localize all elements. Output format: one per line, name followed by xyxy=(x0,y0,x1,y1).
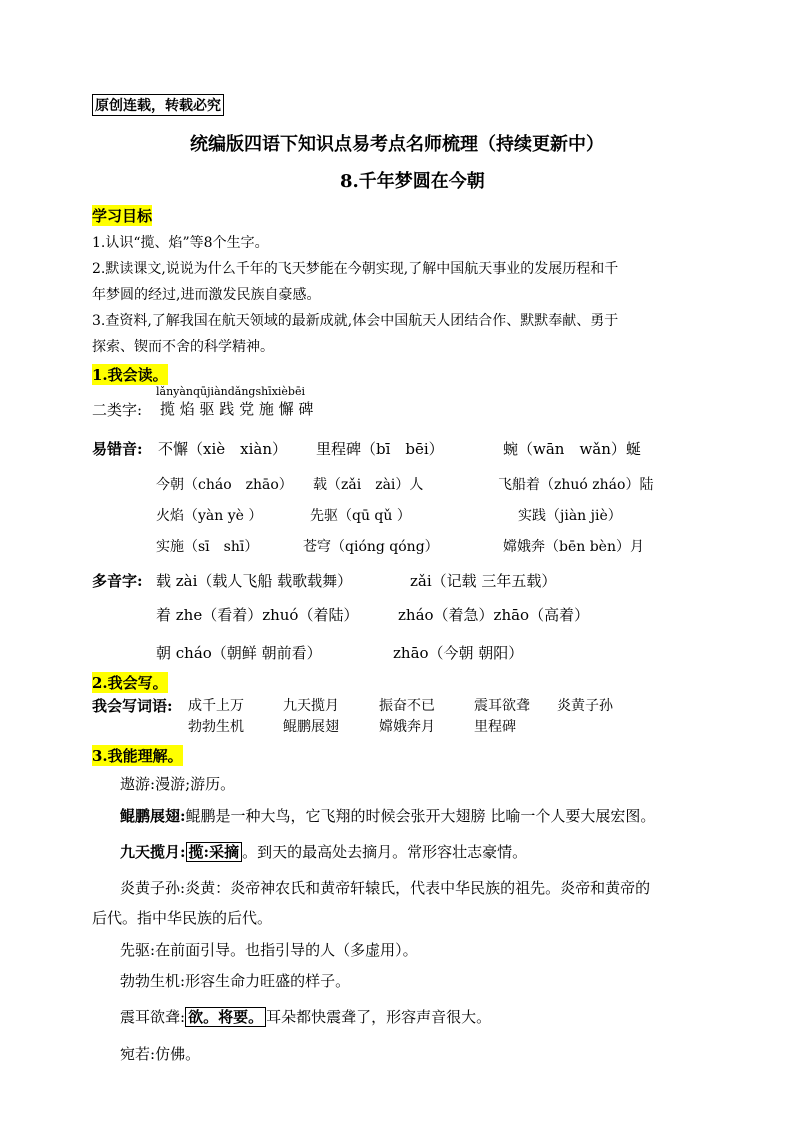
definition-entry xyxy=(120,877,650,898)
definition-text: 耳朵都快震聋了，形容声音很大。 xyxy=(266,1008,492,1026)
definition-entry xyxy=(120,970,350,991)
definition-entry xyxy=(120,1006,491,1027)
definition-entry xyxy=(120,841,527,862)
definition-term: 遨游: xyxy=(120,775,156,793)
duoyin-item: 朝 cháo（朝鲜 朝前看） xyxy=(156,644,322,662)
word-item: 震耳欲聋 xyxy=(474,698,530,714)
yicuo-item: 先驱（qū qǔ ） xyxy=(310,508,411,524)
word-item: 成千上万 xyxy=(188,698,244,714)
yicuo-item: 飞船着（zhuó zháo）陆 xyxy=(498,477,654,493)
definition-term: 先驱: xyxy=(120,941,156,959)
word-item: 勃勃生机 xyxy=(188,719,244,735)
yicuo-label: 易错音: xyxy=(92,440,143,458)
duoyin-item: zǎi（记载 三年五载） xyxy=(410,572,557,590)
yicuo-item: 今朝（cháo zhāo） xyxy=(156,477,293,493)
definition-entry xyxy=(120,773,235,794)
goal-item: 探索、锲而不舍的科学精神。 xyxy=(92,339,274,355)
definition-term: 鲲鹏展翅: xyxy=(120,807,186,825)
goal-item: 年梦圆的经过,进而激发民族自豪感。 xyxy=(92,287,321,303)
word-item: 嫦娥奔月 xyxy=(379,719,435,735)
yicuo-item: 不懈（xiè xiàn） xyxy=(158,440,287,458)
word-item: 九天揽月 xyxy=(283,698,339,714)
erlei-label: 二类字: xyxy=(92,401,143,419)
definition-text: 形容生命力旺盛的样子。 xyxy=(185,972,351,990)
erlei-chars: 揽 焰 驱 践 党 施 懈 碑 xyxy=(160,400,314,418)
write-label: 我会写词语: xyxy=(92,697,173,715)
goals-heading: 学习目标 xyxy=(92,207,153,225)
duoyin-item: 着 zhe（看着）zhuó（着陆） xyxy=(156,606,359,624)
pinyin-row: lǎnyànqūjiàndǎngshīxièbēi xyxy=(156,385,305,398)
duoyin-item: zháo（着急）zhāo（高着） xyxy=(398,606,590,624)
definition-note-box: 揽:采摘 xyxy=(186,842,243,862)
definition-text: 炎黄：炎帝神农氏和黄帝轩辕氏，代表中华民族的祖先。炎帝和黄帝的 xyxy=(185,879,651,897)
definition-text: 在前面引导。也指引导的人（多虚用）。 xyxy=(155,941,418,959)
definition-term: 勃勃生机: xyxy=(120,972,186,990)
word-item: 炎黄子孙 xyxy=(557,698,613,714)
definition-text: 仿佛。 xyxy=(155,1045,201,1063)
definition-text: 。到天的最高处去摘月。常形容壮志豪情。 xyxy=(242,843,528,861)
definition-text: 鲲鹏是一种大鸟，它飞翔的时候会张开大翅膀 比喻一个人要大展宏图。 xyxy=(185,807,656,825)
definition-term: 炎黄子孙: xyxy=(120,879,186,897)
definition-term: 九天揽月: xyxy=(120,843,186,861)
definition-text: 漫游;游历。 xyxy=(155,775,236,793)
yicuo-item: 里程碑（bī bēi） xyxy=(316,440,444,458)
goal-item: 1.认识“揽、焰”等8个生字。 xyxy=(92,235,269,251)
duoyin-item: 载 zài（载人飞船 载歌载舞） xyxy=(156,572,353,590)
yicuo-item: 苍穹（qióng qóng） xyxy=(303,539,439,555)
yicuo-item: 实践（jiàn jiè） xyxy=(518,508,622,524)
yicuo-item: 载（zǎi zài）人 xyxy=(313,477,424,493)
duoyin-item: zhāo（今朝 朝阳） xyxy=(393,644,524,662)
yicuo-item: 实施（sī shī） xyxy=(156,539,259,555)
read-heading: 1.我会读。 xyxy=(92,366,168,384)
word-item: 里程碑 xyxy=(474,719,516,735)
yicuo-item: 蜿（wān wǎn）蜒 xyxy=(503,440,641,458)
document-title: 统编版四语下知识点易考点名师梳理（持续更新中） xyxy=(190,134,604,155)
understand-heading: 3.我能理解。 xyxy=(92,747,183,765)
word-item: 鲲鹏展翅 xyxy=(283,719,339,735)
duoyin-label: 多音字: xyxy=(92,572,143,590)
definition-term: 震耳欲聋: xyxy=(120,1008,186,1026)
goal-item: 3.查资料,了解我国在航天领域的最新成就,体会中国航天人团结合作、默默奉献、勇于 xyxy=(92,313,619,329)
definition-entry xyxy=(120,939,418,960)
yicuo-item: 火焰（yàn yè ） xyxy=(156,508,263,524)
definition-entry xyxy=(120,1043,200,1064)
copyright-notice: 原创连载，转载必究 xyxy=(92,94,224,116)
lesson-title: 8.千年梦圆在今朝 xyxy=(340,171,485,192)
write-heading: 2.我会写。 xyxy=(92,674,168,692)
definition-text-continued: 后代。指中华民族的后代。 xyxy=(92,909,273,927)
goal-item: 2.默读课文,说说为什么千年的飞天梦能在今朝实现,了解中国航天事业的发展历程和千 xyxy=(92,261,619,277)
yicuo-item: 嫦娥奔（bēn bèn）月 xyxy=(503,539,644,555)
word-item: 振奋不已 xyxy=(379,698,435,714)
definition-entry xyxy=(120,805,655,826)
definition-note-box: 欲。将要。 xyxy=(185,1007,266,1027)
definition-term: 宛若: xyxy=(120,1045,156,1063)
